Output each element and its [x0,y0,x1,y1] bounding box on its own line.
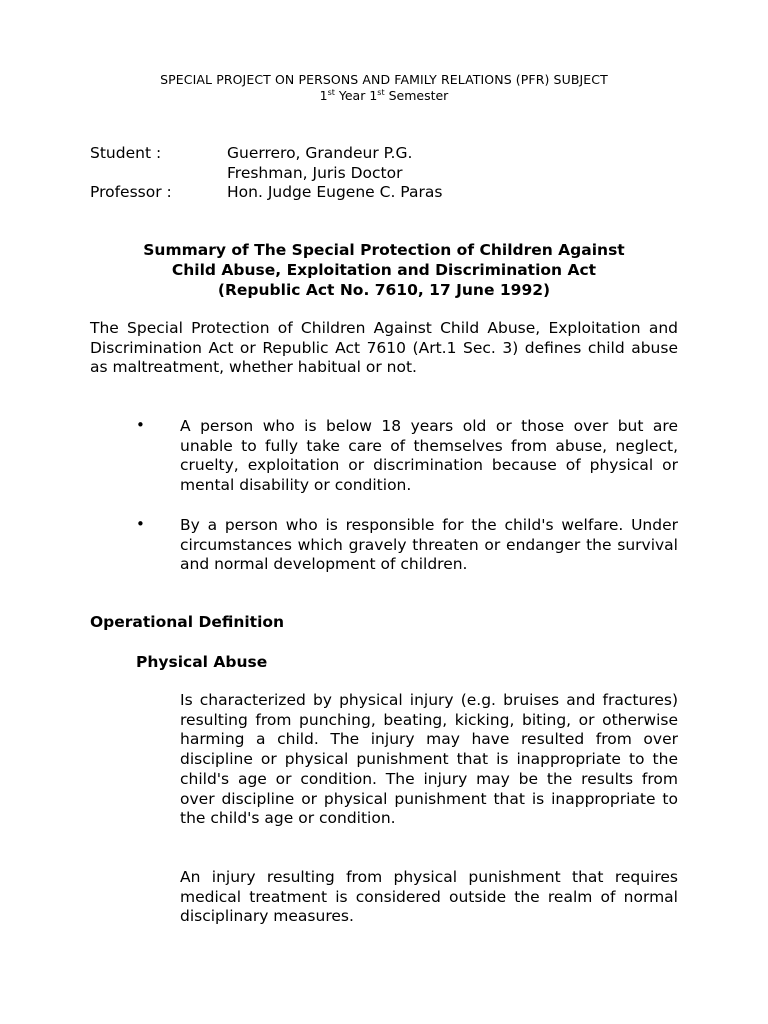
title-line-2: Child Abuse, Exploitation and Discrimination Act [171,261,597,279]
semester-word: Semester [384,88,449,103]
semester-ordinal: st [377,88,385,97]
physical-abuse-paragraph-1: Is characterized by physical injury (e.g. bruises and fractures) resulting from punching, beating, kicking, biting, or otherwise harming a child. The injury may have resulted from over discipline or physical punishment that is inappropriate to the child's age or condition. The injury may be the results from over discipline or physical punishment that is inappropriate to the child's age or condition. [180,691,678,828]
intro-paragraph: The Special Protection of Children Against Child Abuse, Exploitation and Discrimination Act or Republic Act 7610 (Art.1 Sec. 3) defines child abuse as maltreatment, whether habitual or not. [90,319,678,377]
physical-abuse-heading: Physical Abuse [136,653,268,671]
bullet-1-symbol: • [136,416,145,434]
student-degree: Freshman, Juris Doctor [227,164,403,182]
student-label: Student : [90,144,162,162]
year-semester [0,88,768,103]
professor-name: Hon. Judge Eugene C. Paras [227,183,443,201]
student-name: Guerrero, Grandeur P.G. [227,144,413,162]
project-title: SPECIAL PROJECT ON PERSONS AND FAMILY RELATIONS (PFR) SUBJECT [160,72,608,87]
title-line-3: (Republic Act No. 7610, 17 June 1992) [217,281,551,299]
semester-number: 1 [369,88,378,103]
bullet-1-text: A person who is below 18 years old or those over but are unable to fully take care of themselves from abuse, neglect, cruelty, exploitation or discrimination because of physical or mental disability or condition. [180,417,678,495]
operational-definition-heading: Operational Definition [90,613,285,631]
year-word: Year [334,88,370,103]
bullet-2-text: By a person who is responsible for the child's welfare. Under circumstances which gravely threaten or endanger the survival and normal development of children. [180,516,678,574]
physical-abuse-paragraph-2: An injury resulting from physical punishment that requires medical treatment is considered outside the realm of normal disciplinary measures. [180,868,678,926]
bullet-2-symbol: • [136,515,145,533]
title-line-1: Summary of The Special Protection of Children Against [143,241,625,259]
document-title [90,240,678,300]
professor-label: Professor : [90,183,172,201]
year-ordinal: st [327,88,335,97]
year-number: 1 [319,88,328,103]
